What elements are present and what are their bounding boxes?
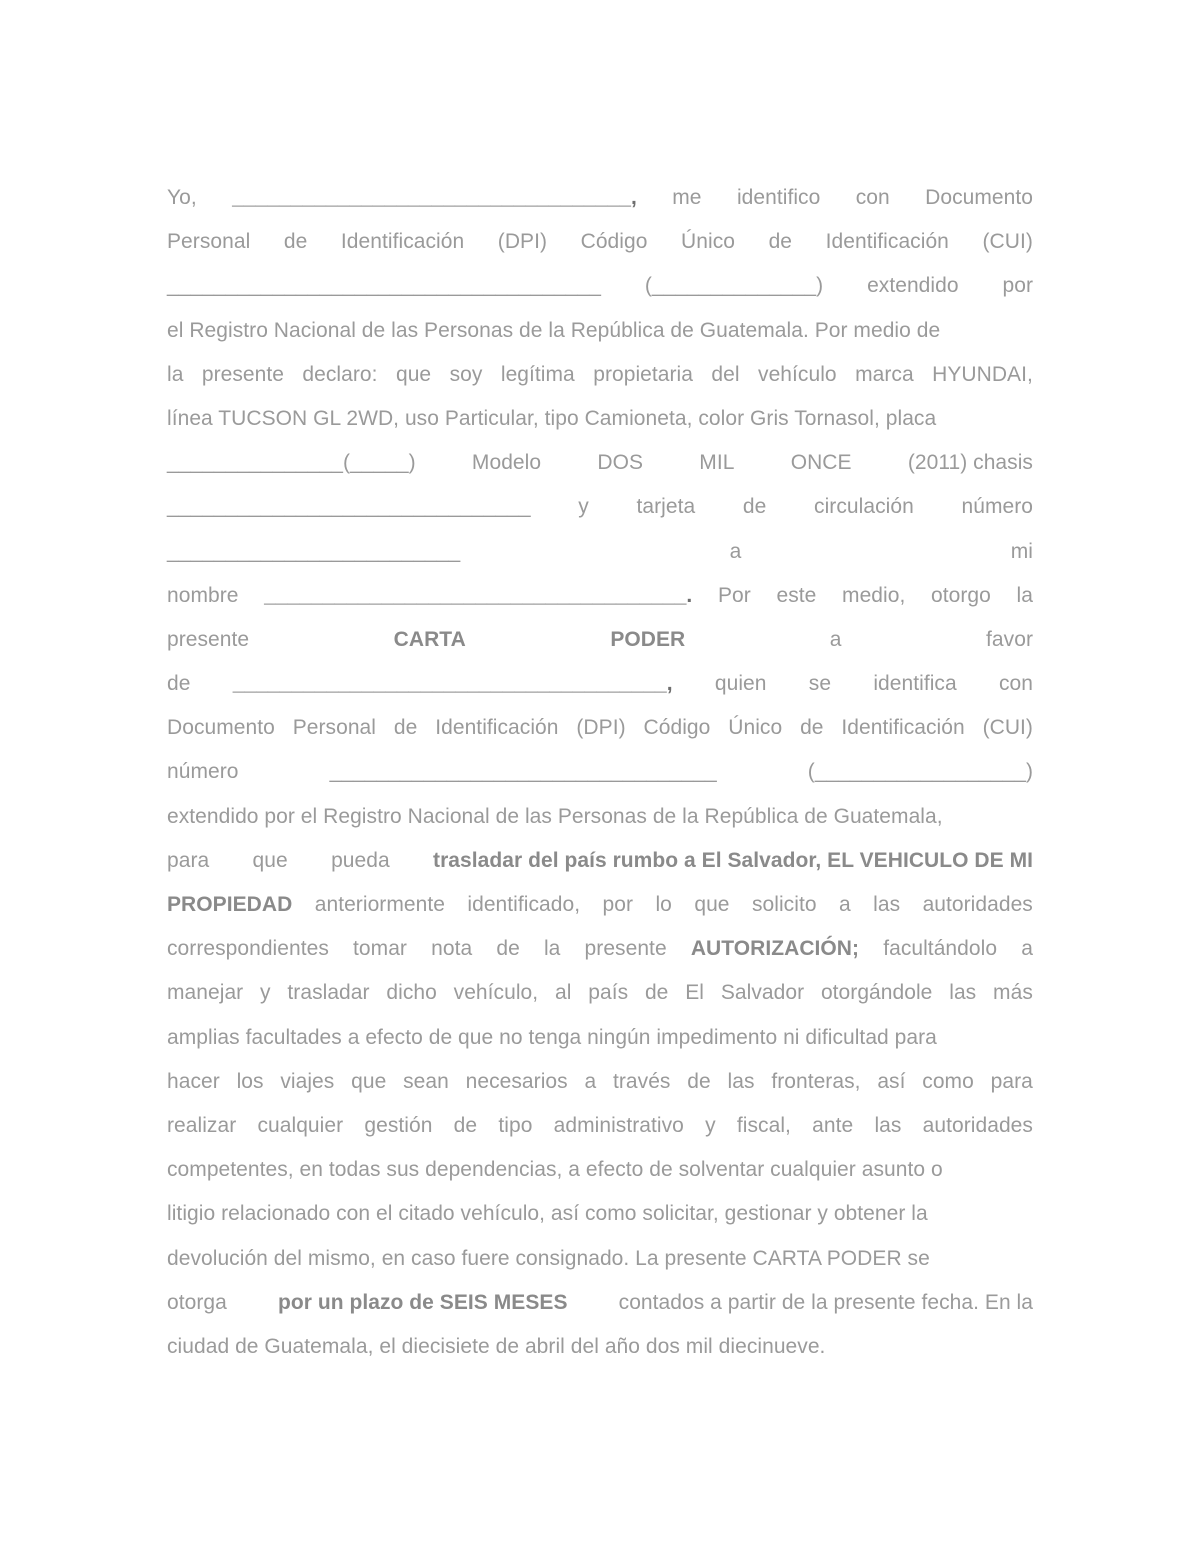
word: declaro:: [302, 362, 378, 386]
chassis-blank: _______________________________: [167, 495, 531, 519]
text-line: [167, 264, 1033, 308]
word: presente: [584, 937, 667, 961]
word: hacer: [167, 1069, 220, 1093]
text-line: [167, 397, 1033, 441]
word: Único: [681, 230, 735, 254]
word: número: [167, 760, 239, 784]
word: Personal: [292, 716, 377, 740]
text-line: [167, 618, 1033, 662]
word: la: [167, 362, 184, 386]
word: (DPI): [576, 716, 626, 740]
cui-words-blank: (______________): [644, 274, 824, 298]
word: viajes: [280, 1069, 335, 1093]
cui-blank: _____________________________________: [167, 274, 601, 298]
word: la: [1016, 583, 1033, 607]
word: soy: [449, 362, 483, 386]
word: con: [998, 672, 1033, 696]
grantee-cui-blank: _________________________________: [329, 760, 717, 784]
card-number-blank: _________________________: [167, 539, 461, 563]
word: solicito: [751, 893, 817, 916]
word: Por: [717, 583, 751, 607]
word: mi: [1010, 539, 1033, 563]
word: identifica: [873, 672, 957, 696]
text-run: contados a partir de la presente fecha. En la: [618, 1290, 1033, 1314]
text-line: [167, 220, 1033, 264]
word: las: [949, 981, 977, 1005]
word: identifico: [736, 186, 821, 209]
word: se: [808, 672, 832, 696]
text-line: [167, 1192, 1033, 1236]
word: extendido: [867, 274, 959, 298]
word: vehículo: [758, 362, 837, 386]
word: otorga: [167, 1290, 227, 1314]
word: para: [167, 848, 210, 872]
word: Código: [643, 716, 711, 740]
word: tarjeta: [636, 495, 696, 519]
word: Salvador: [720, 981, 805, 1005]
word: HYUNDAI,: [932, 362, 1033, 386]
text-run-bold: por un plazo de SEIS MESES: [278, 1290, 568, 1314]
word: que: [351, 1069, 387, 1093]
word: medio,: [842, 583, 906, 607]
word: al: [554, 981, 572, 1005]
word: Único: [728, 716, 783, 740]
name-blank: __________________________________,: [232, 186, 637, 209]
word: administrativo: [553, 1113, 684, 1137]
word: Identificación: [825, 230, 949, 254]
word: Identificación: [435, 716, 559, 740]
text-line: [167, 1237, 1033, 1281]
word: Personal: [167, 230, 251, 254]
word-bold: PODER: [610, 627, 686, 651]
text-run: el Registro Nacional de las Personas de la República de Guatemala. Por medio de: [167, 318, 941, 342]
text-run: competentes, en todas sus dependencias, a efecto de solventar cualquier asunto o: [167, 1158, 943, 1182]
text-line: [167, 927, 1033, 971]
word: la: [543, 937, 561, 961]
word: correspondientes: [167, 937, 329, 961]
word: y: [260, 981, 271, 1005]
grantee-name-blank: _____________________________________,: [232, 672, 673, 696]
word: las: [873, 893, 901, 916]
word: circulación: [814, 495, 914, 519]
plate-blank: _______________(_____): [167, 451, 416, 475]
text-run: litigio relacionado con el citado vehículo, así como solicitar, gestionar y obtener la: [167, 1202, 928, 1226]
word: de: [687, 1069, 711, 1093]
text-line: [167, 1060, 1033, 1104]
word: El: [685, 981, 705, 1005]
word: de: [283, 230, 308, 254]
word: y: [705, 1113, 716, 1137]
word: legítima: [500, 362, 575, 386]
word: tomar: [353, 937, 407, 961]
word: (CUI): [982, 230, 1033, 254]
word: de: [453, 1113, 478, 1137]
word: las: [874, 1113, 902, 1137]
word: que: [694, 893, 730, 916]
word: identificado,: [467, 893, 581, 916]
owner-name-blank: ____________________________________.: [264, 583, 693, 607]
word: los: [236, 1069, 264, 1093]
word: lo: [655, 893, 672, 916]
text-line: [167, 1148, 1033, 1192]
word: DOS: [597, 451, 644, 475]
text-line: [167, 1325, 1033, 1369]
word-bold: PROPIEDAD: [167, 893, 293, 916]
word: ante: [812, 1113, 854, 1137]
word: de: [644, 981, 669, 1005]
word: presente: [167, 627, 250, 651]
word: dicho: [386, 981, 437, 1005]
word: través: [613, 1069, 671, 1093]
word: sean: [403, 1069, 449, 1093]
word: como: [922, 1069, 974, 1093]
word: de: [800, 716, 824, 740]
word: y: [578, 495, 589, 519]
word: quien: [714, 672, 767, 696]
text-run: ciudad de Guatemala, el diecisiete de abril del año dos mil diecinueve.: [167, 1334, 826, 1358]
word: trasladar: [287, 981, 370, 1005]
word: marca: [855, 362, 914, 386]
word: facultándolo: [883, 937, 998, 961]
word-bold: AUTORIZACIÓN;: [690, 937, 860, 961]
word: pueda: [331, 848, 390, 872]
word: (DPI): [497, 230, 548, 254]
word: fiscal,: [736, 1113, 791, 1137]
word: del: [711, 362, 740, 386]
word: autoridades: [922, 893, 1033, 916]
word: cualquier: [257, 1113, 344, 1137]
word: número: [961, 495, 1033, 519]
text-line: [167, 176, 1033, 220]
word: Modelo: [471, 451, 542, 475]
text-line: [167, 839, 1033, 883]
word: a: [829, 627, 842, 651]
word: a: [584, 1069, 597, 1093]
word: Documento: [167, 716, 275, 740]
word: necesarios: [465, 1069, 568, 1093]
word: manejar: [167, 981, 244, 1005]
word: las: [727, 1069, 755, 1093]
word: me: [672, 186, 702, 209]
word: así: [877, 1069, 906, 1093]
word: Código: [580, 230, 648, 254]
text-line: [167, 662, 1033, 706]
word: otorgándole: [820, 981, 933, 1005]
text-line: [167, 1104, 1033, 1148]
word: (2011) chasis: [907, 451, 1033, 475]
word: para: [990, 1069, 1033, 1093]
word: Identificación: [841, 716, 965, 740]
word: Documento: [925, 186, 1033, 209]
text-line: [167, 795, 1033, 839]
text-line: [167, 485, 1033, 529]
text-run-bold: trasladar del país rumbo a El Salvador, EL VEHICULO DE MI: [433, 848, 1033, 872]
text-line: [167, 883, 1033, 927]
text-line: [167, 1281, 1033, 1325]
word: por: [1002, 274, 1033, 298]
word: presente: [201, 362, 284, 386]
word: de: [742, 495, 767, 519]
text-run: línea TUCSON GL 2WD, uso Particular, tipo Camioneta, color Gris Tornasol, placa: [167, 406, 937, 430]
word: país: [588, 981, 629, 1005]
text-line: [167, 530, 1033, 574]
text-line: [167, 971, 1033, 1015]
word: que: [252, 848, 288, 872]
word-bold: CARTA: [393, 627, 466, 651]
word: Identificación: [340, 230, 465, 254]
word: MIL: [699, 451, 735, 475]
word: (CUI): [982, 716, 1033, 740]
word: nombre: [167, 583, 239, 607]
word: propietaria: [593, 362, 693, 386]
text-line: [167, 574, 1033, 618]
word: de: [393, 716, 418, 740]
text-line: [167, 706, 1033, 750]
text-run: amplias facultades a efecto de que no tenga ningún impedimento ni dificultad para: [167, 1025, 937, 1049]
text-line: [167, 750, 1033, 794]
word: de: [167, 672, 191, 696]
text-line: [167, 1016, 1033, 1060]
word: gestión: [364, 1113, 433, 1137]
text-line: [167, 353, 1033, 397]
word: con: [855, 186, 890, 209]
word: otorgo: [931, 583, 991, 607]
word: realizar: [167, 1113, 237, 1137]
word: fronteras,: [771, 1069, 861, 1093]
word: nota: [431, 937, 473, 961]
word: favor: [986, 627, 1033, 651]
word: ONCE: [790, 451, 852, 475]
word: tipo: [498, 1113, 533, 1137]
word: más: [993, 981, 1033, 1005]
text-line: [167, 309, 1033, 353]
text-line: [167, 441, 1033, 485]
grantee-cui-words-blank: (__________________): [807, 760, 1033, 784]
word: que: [395, 362, 432, 386]
word: autoridades: [922, 1113, 1033, 1137]
word: a: [1021, 937, 1033, 961]
word: de: [768, 230, 793, 254]
word: anteriormente: [314, 893, 445, 916]
word: este: [776, 583, 817, 607]
word: de: [496, 937, 520, 961]
word: Yo,: [167, 186, 197, 209]
text-run: extendido por el Registro Nacional de las Personas de la República de Guatemala,: [167, 804, 943, 828]
word: por: [602, 893, 634, 916]
word: a: [729, 539, 742, 563]
word: a: [838, 893, 851, 916]
text-run: devolución del mismo, en caso fuere consignado. La presente CARTA PODER se: [167, 1246, 930, 1270]
document-body: [167, 176, 1033, 1369]
word: vehículo,: [453, 981, 539, 1005]
